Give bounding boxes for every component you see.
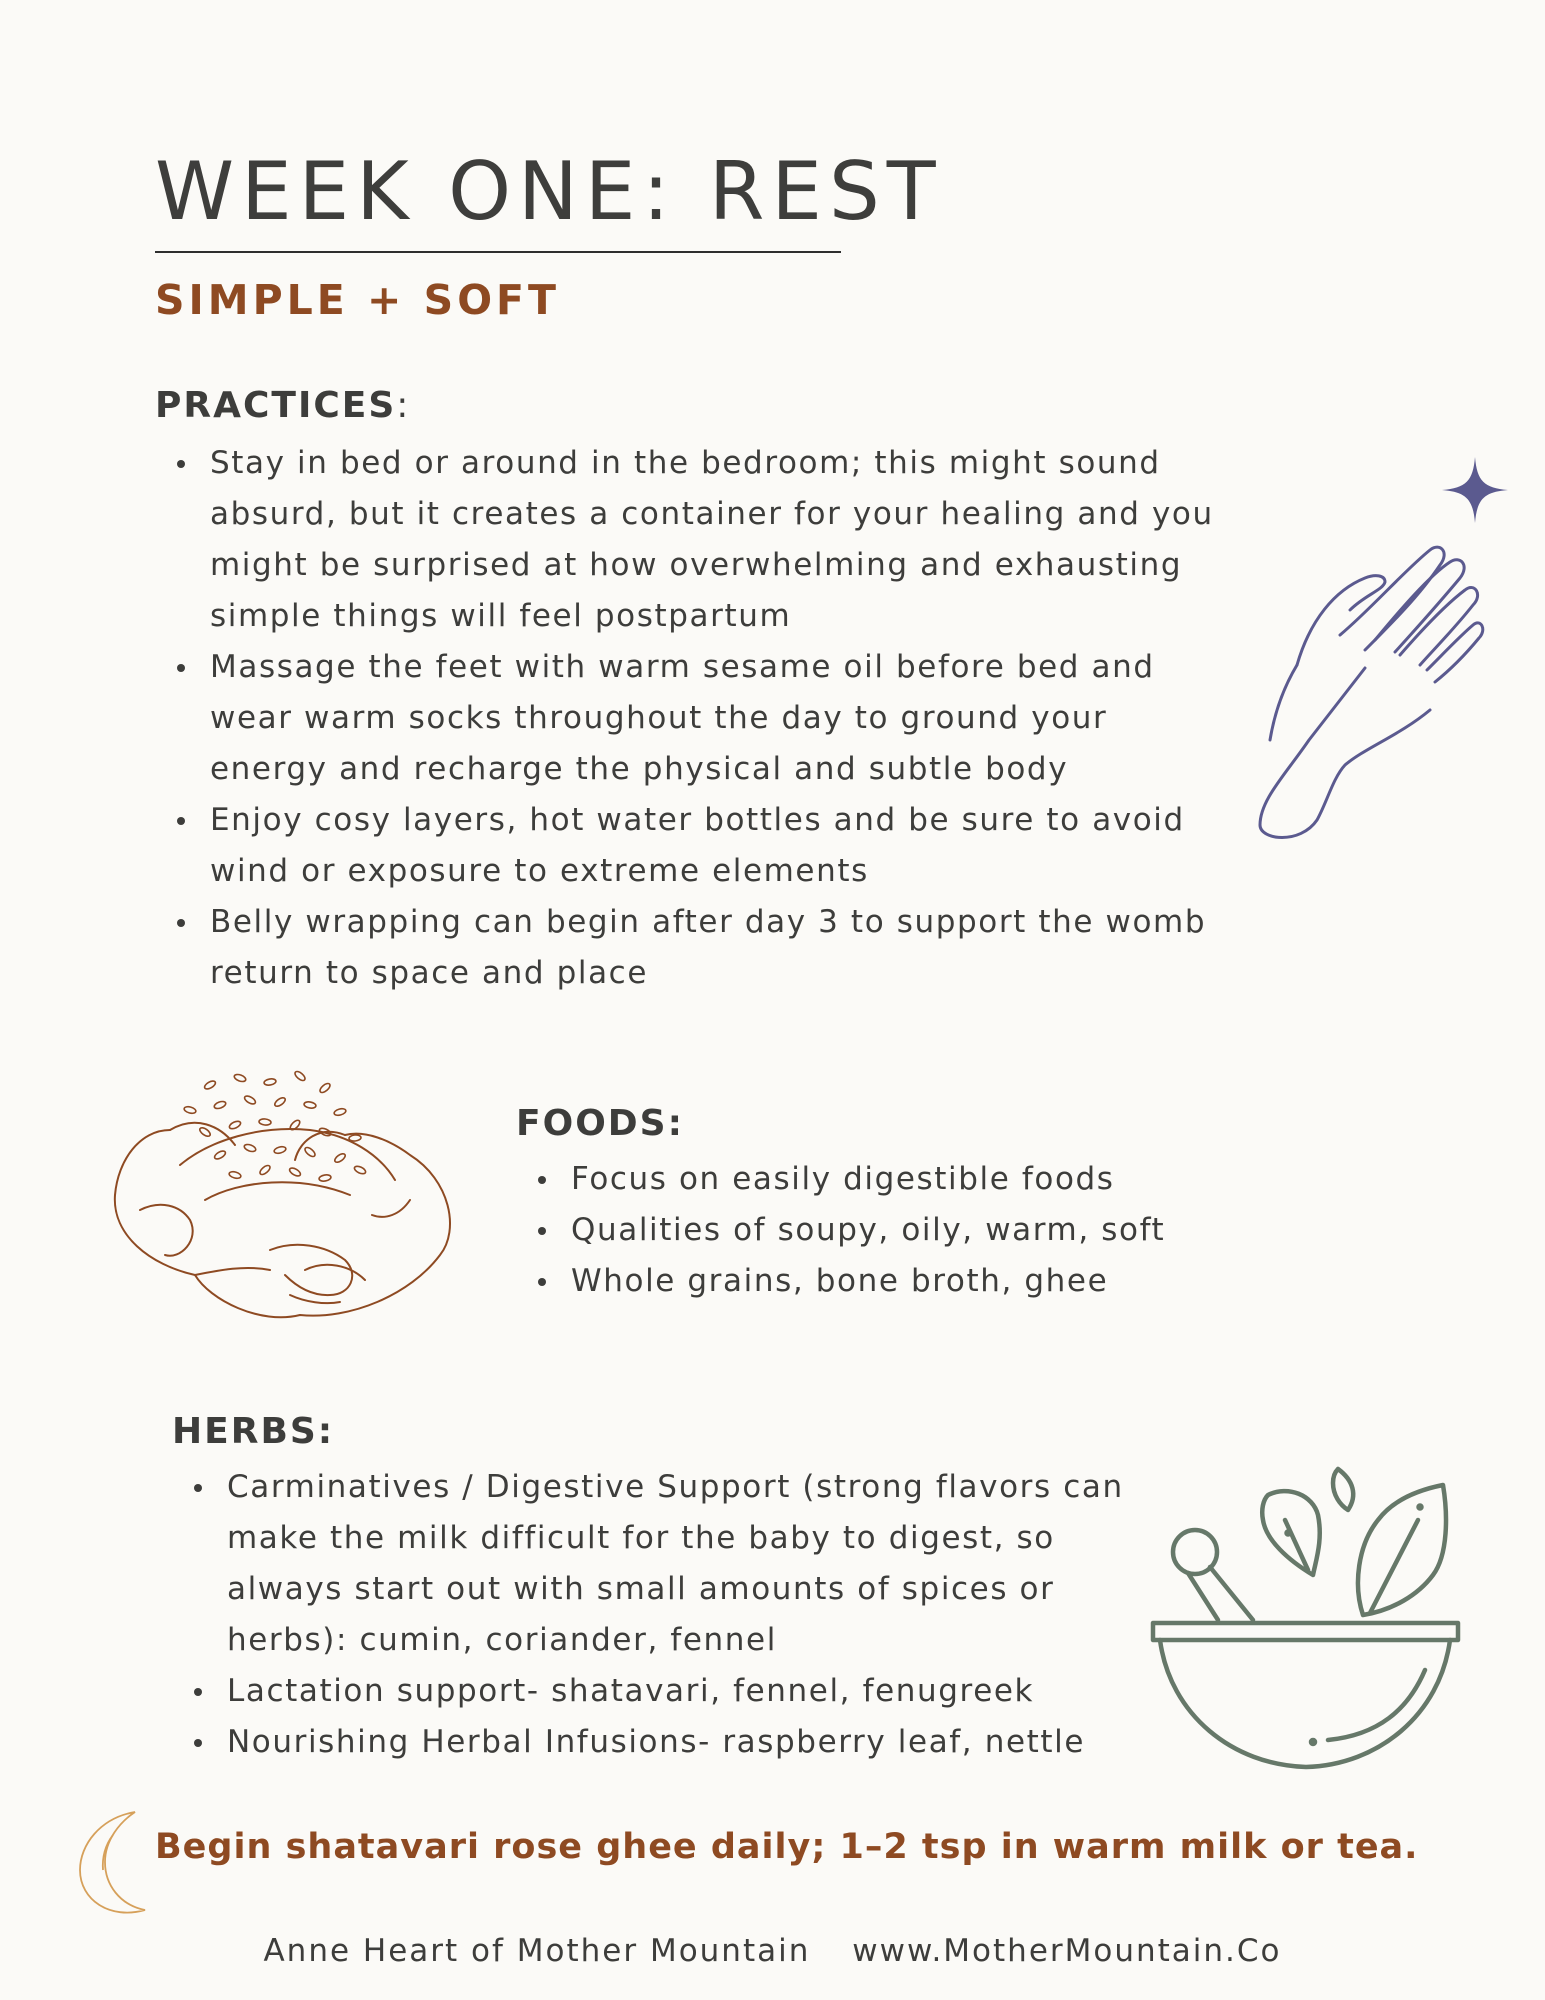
practices-heading-label: PRACTICES [155, 385, 397, 426]
herbs-heading: HERBS: [172, 1411, 335, 1452]
page-title: WEEK ONE: REST [155, 145, 943, 238]
footer-website[interactable]: www.MotherMountain.Co [852, 1933, 1282, 1969]
daily-tip: Begin shatavari rose ghee daily; 1–2 tsp in warm milk or tea. [155, 1827, 1419, 1867]
list-item: Enjoy cosy layers, hot water bottles and be sure to avoid wind or exposure to extreme elements [155, 795, 1230, 897]
foods-list [516, 1154, 1276, 1307]
list-item: Focus on easily digestible foods [516, 1154, 1276, 1205]
list-item: Qualities of soupy, oily, warm, soft [516, 1205, 1276, 1256]
page-subtitle: SIMPLE + SOFT [155, 276, 561, 324]
footer-author: Anne Heart of Mother Mountain [263, 1933, 811, 1969]
title-divider [155, 251, 841, 253]
cupped-hands-seeds-icon [110, 1070, 455, 1325]
list-item: Massage the feet with warm sesame oil before bed and wear warm socks throughout the day to ground your energy and recharge the physical and subtle body [155, 642, 1230, 795]
list-item: Carminatives / Digestive Support (strong flavors can make the milk difficult for the baby to digest, so always start out with small amounts of spices or herbs): cumin, coriander, fennel [172, 1462, 1182, 1666]
practices-list [155, 438, 1230, 999]
list-item: Nourishing Herbal Infusions- raspberry leaf, nettle [172, 1717, 1182, 1768]
list-item: Belly wrapping can begin after day 3 to support the womb return to space and place [155, 897, 1230, 999]
practices-heading-colon: : [396, 385, 411, 426]
mortar-pestle-icon [1148, 1465, 1468, 1775]
footer [0, 1933, 1545, 1969]
list-item: Stay in bed or around in the bedroom; this might sound absurd, but it creates a container for your healing and you might be surprised at how overwhelming and exhausting simple things will feel postpartum [155, 438, 1230, 642]
list-item: Whole grains, bone broth, ghee [516, 1256, 1276, 1307]
sparkle-icon [1440, 455, 1510, 525]
herbs-list [172, 1462, 1182, 1768]
list-item: Lactation support- shatavari, fennel, fenugreek [172, 1666, 1182, 1717]
foods-heading: FOODS: [516, 1103, 685, 1144]
hand-icon [1255, 540, 1505, 840]
practices-heading [155, 385, 411, 426]
